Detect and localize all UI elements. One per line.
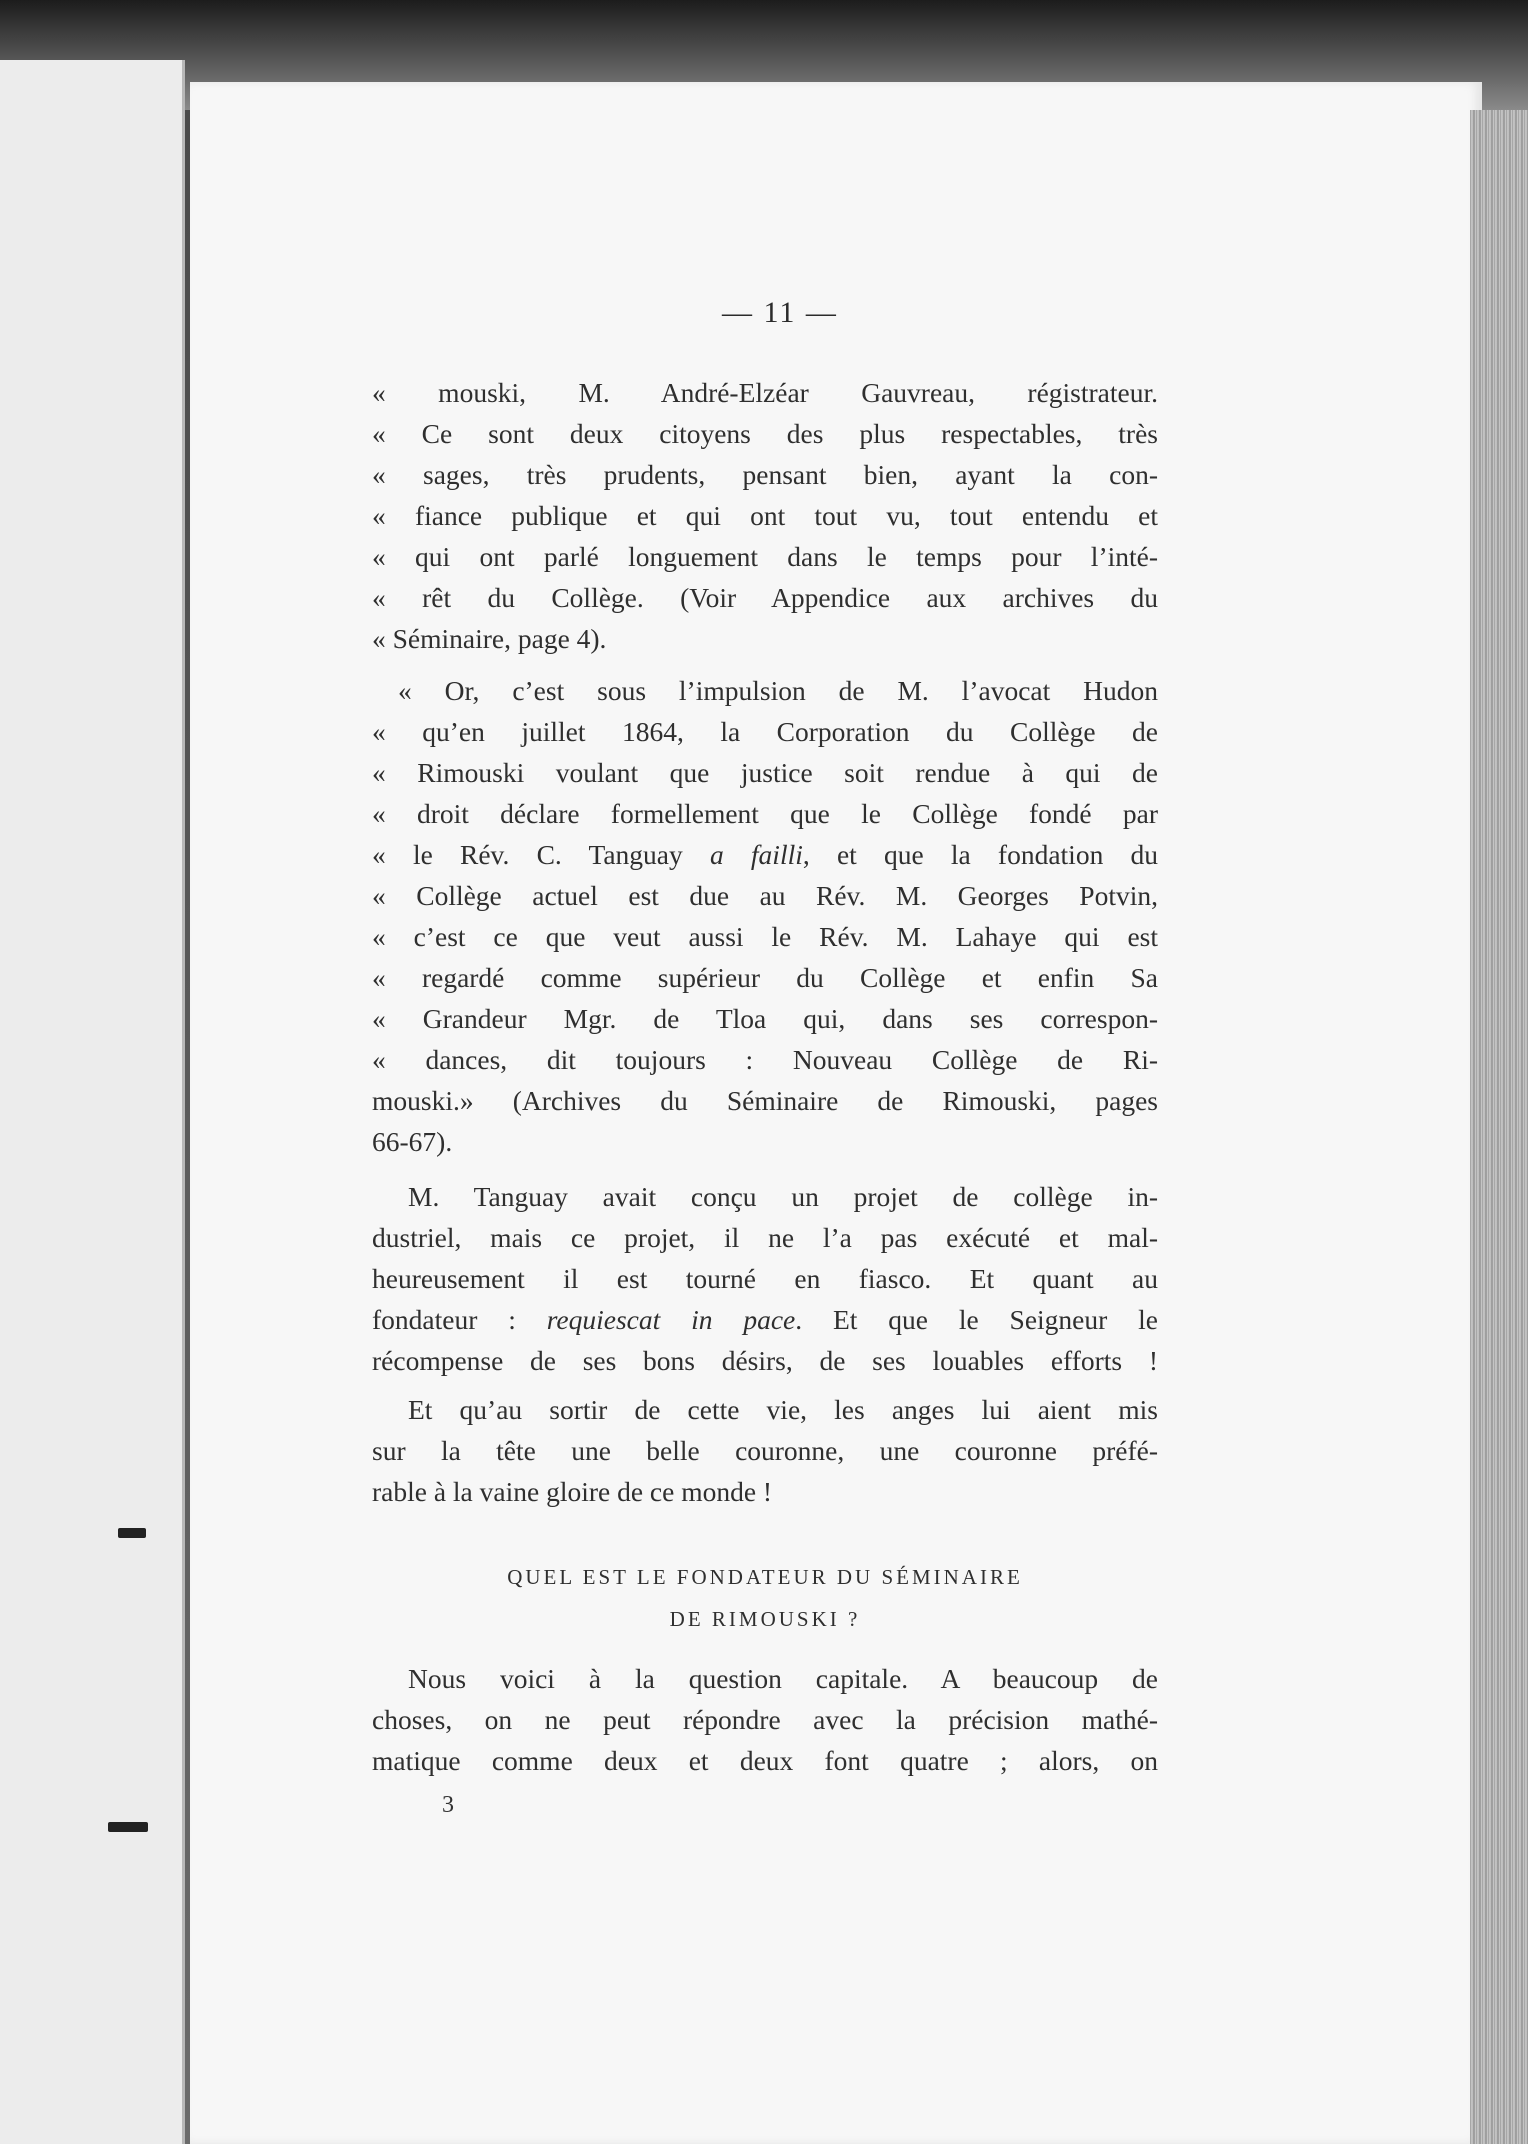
text-line: matique comme deux et deux font quatre ; alors, on xyxy=(372,1745,1158,1776)
left-page-fragment xyxy=(0,60,185,2144)
spine-stitch-mark xyxy=(118,1528,146,1538)
text-line: « qui ont parlé longuement dans le temps pour l’inté- xyxy=(372,541,1158,572)
spine-stitch-mark xyxy=(108,1822,148,1832)
section-heading-line-1: QUEL EST LE FONDATEUR DU SÉMINAIRE xyxy=(507,1565,1023,1589)
text-line: choses, on ne peut répondre avec la précision mathé- xyxy=(372,1704,1158,1735)
text-line: « Séminaire, page 4). xyxy=(372,623,607,654)
text-line: « c’est ce que veut aussi le Rév. M. Lahaye qui est xyxy=(372,921,1158,952)
paragraph-4 xyxy=(372,1389,1158,1512)
text-line: sur la tête une belle couronne, une couronne préfé- xyxy=(372,1435,1158,1466)
text-line: fondateur : requiescat in pace. Et que le Seigneur le xyxy=(372,1304,1158,1335)
text-line: récompense de ses bons désirs, de ses louables efforts ! xyxy=(372,1345,1158,1376)
paragraph-3 xyxy=(372,1176,1158,1381)
paragraph-5 xyxy=(372,1658,1158,1781)
text-line: Et qu’au sortir de cette vie, les anges lui aient mis xyxy=(408,1394,1158,1425)
italic-phrase: requiescat in pace xyxy=(546,1304,796,1335)
text-line: « Grandeur Mgr. de Tloa qui, dans ses correspon- xyxy=(372,1003,1158,1034)
text-line: « sages, très prudents, pensant bien, ayant la con- xyxy=(372,459,1158,490)
text-line: « qu’en juillet 1864, la Corporation du Collège de xyxy=(372,716,1158,747)
text-line: « mouski, M. André-Elzéar Gauvreau, régistrateur. xyxy=(372,377,1158,408)
paragraph-2 xyxy=(372,670,1158,1162)
text-line: heureusement il est tourné en fiasco. Et quant au xyxy=(372,1263,1158,1294)
text-line: « regardé comme supérieur du Collège et enfin Sa xyxy=(372,962,1158,993)
text-line: « le Rév. C. Tanguay a failli, et que la fondation du xyxy=(372,839,1159,870)
signature-mark: 3 xyxy=(442,1792,454,1818)
section-heading-line-2: DE RIMOUSKI ? xyxy=(669,1607,861,1631)
text-line: « fiance publique et qui ont tout vu, tout entendu et xyxy=(372,500,1158,531)
text-line: « Ce sont deux citoyens des plus respectables, très xyxy=(372,418,1158,449)
paragraph-1 xyxy=(372,372,1158,659)
section-heading xyxy=(372,1556,1158,1640)
text-line: 66-67). xyxy=(372,1126,453,1157)
text-line: M. Tanguay avait conçu un projet de collège in- xyxy=(408,1181,1158,1212)
text-line: rable à la vaine gloire de ce monde ! xyxy=(372,1476,773,1507)
text-line: « dances, dit toujours : Nouveau Collège de Ri- xyxy=(372,1044,1158,1075)
text-line: « droit déclare formellement que le Collège fondé par xyxy=(372,798,1158,829)
running-head: — 11 — xyxy=(722,296,838,329)
italic-phrase: a failli xyxy=(709,839,803,870)
text-line: mouski.» (Archives du Séminaire de Rimouski, pages xyxy=(372,1085,1158,1116)
text-line: « Collège actuel est due au Rév. M. Georges Potvin, xyxy=(372,880,1158,911)
text-line: Nous voici à la question capitale. A beaucoup de xyxy=(408,1663,1158,1694)
text-line: dustriel, mais ce projet, il ne l’a pas exécuté et mal- xyxy=(372,1222,1158,1253)
text-line: « rêt du Collège. (Voir Appendice aux archives du xyxy=(372,582,1158,613)
text-line: « Or, c’est sous l’impulsion de M. l’avocat Hudon xyxy=(398,675,1158,706)
text-line: « Rimouski voulant que justice soit rendue à qui de xyxy=(372,757,1158,788)
page-edges xyxy=(1470,110,1528,2144)
